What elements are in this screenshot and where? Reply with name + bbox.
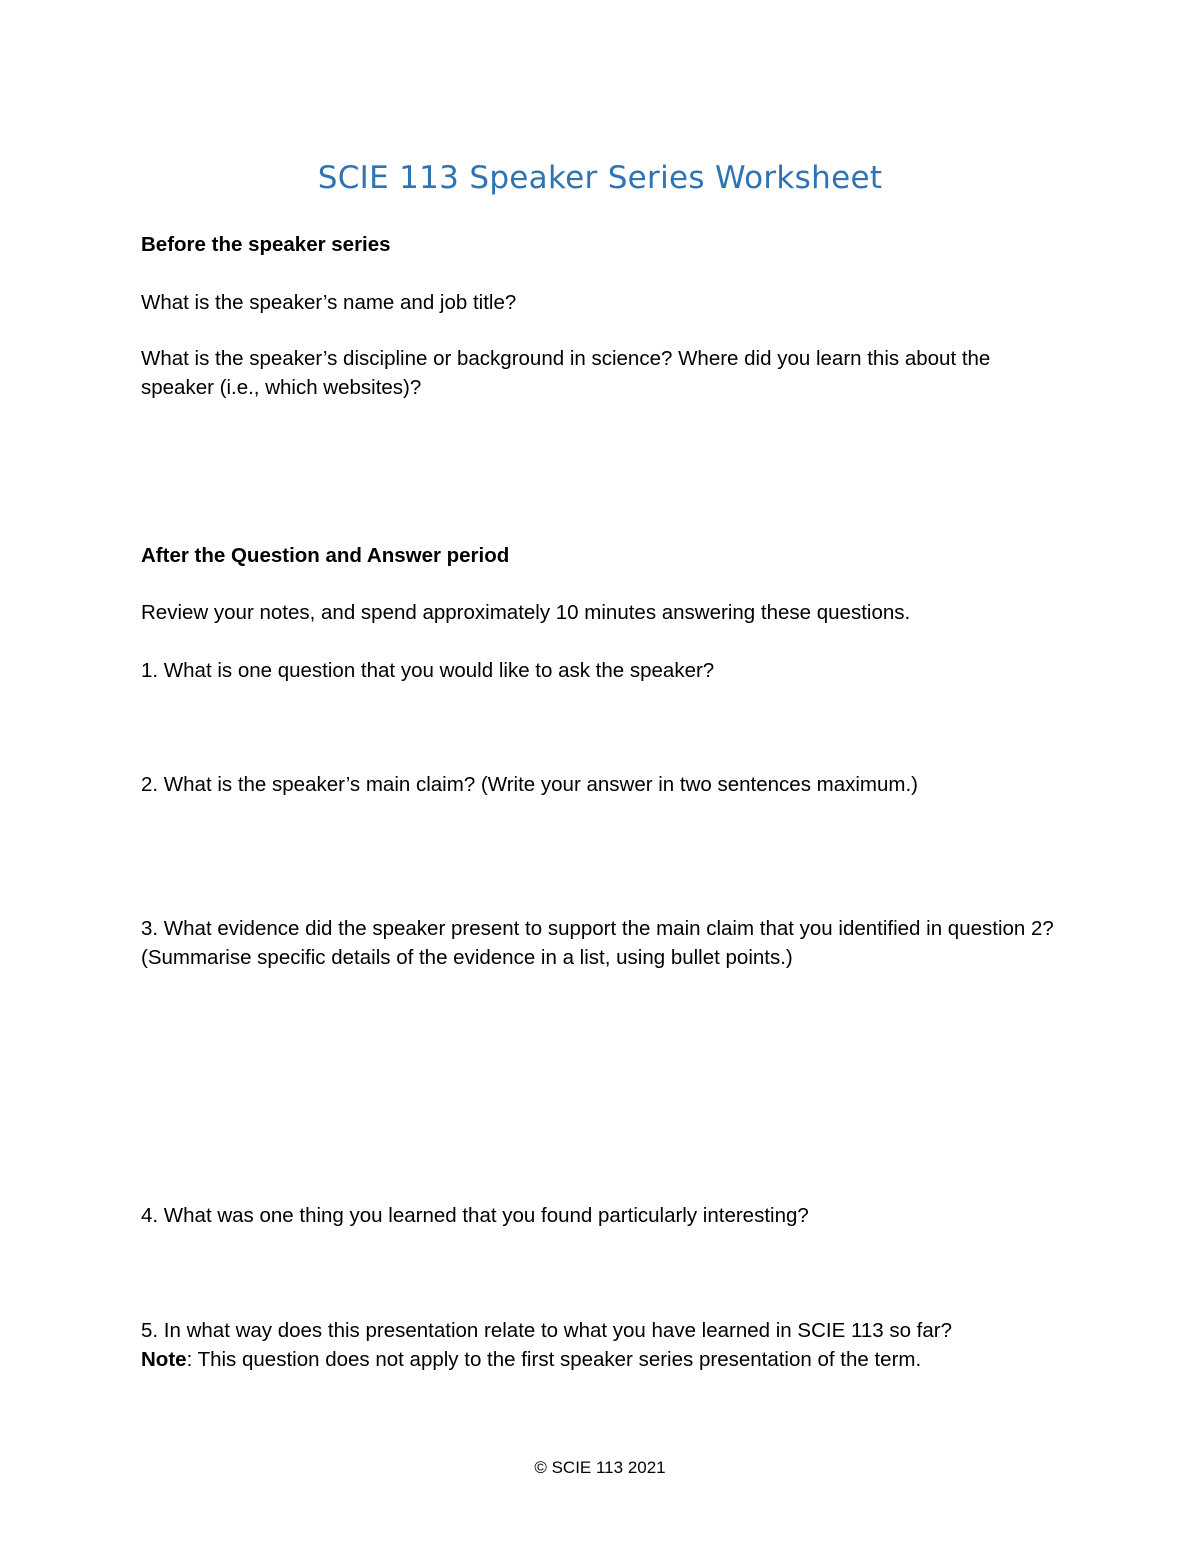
question-5-note <box>141 1345 1061 1374</box>
question-4: 4. What was one thing you learned that you found particularly interesting? <box>141 1204 809 1227</box>
question-1: 1. What is one question that you would like to ask the speaker? <box>141 659 715 682</box>
note-label: Note <box>141 1348 187 1371</box>
note-text: : This question does not apply to the first speaker series presentation of the term. <box>186 1348 922 1371</box>
question-speaker-background: What is the speaker’s discipline or background in science? Where did you learn this about the speaker (i.e., which websites)? <box>141 347 991 399</box>
question-2: 2. What is the speaker’s main claim? (Write your answer in two sentences maximum.) <box>141 773 918 796</box>
page-title: SCIE 113 Speaker Series Worksheet <box>317 160 883 196</box>
question-5-text: 5. In what way does this presentation relate to what you have learned in SCIE 113 so far? <box>141 1319 952 1342</box>
instructions-text: Review your notes, and spend approximately 10 minutes answering these questions. <box>141 601 911 624</box>
copyright-footer: © SCIE 113 2021 <box>534 1458 666 1477</box>
question-speaker-name: What is the speaker’s name and job title? <box>141 291 517 314</box>
question-5 <box>141 1316 1061 1374</box>
section-heading-before: Before the speaker series <box>141 233 391 256</box>
section-heading-after: After the Question and Answer period <box>141 544 510 567</box>
question-3: 3. What evidence did the speaker present to support the main claim that you identified in question 2? (Summarise specific details of the evidence in a list, using bullet points.) <box>141 917 1054 969</box>
